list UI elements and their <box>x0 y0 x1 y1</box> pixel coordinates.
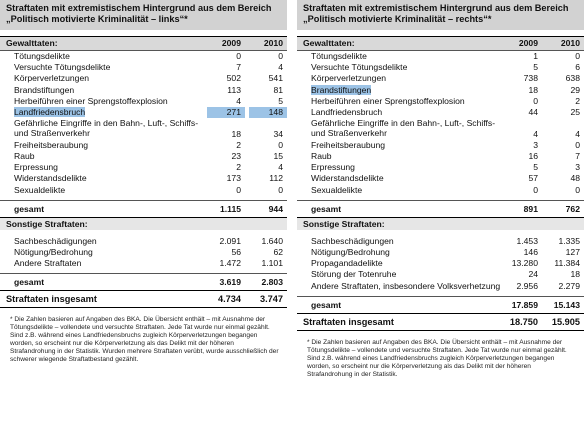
row-value-2009: 0 <box>236 51 241 61</box>
row-value-2009: 7 <box>236 62 241 73</box>
row-value-2009: 18 <box>528 84 538 95</box>
row-value-2009: 4 <box>236 95 241 106</box>
table-row <box>297 258 584 269</box>
row-label: Widerstandsdelikte <box>311 173 384 184</box>
column-header <box>0 36 287 51</box>
sonstige-gesamt-2010: 2.803 <box>261 277 283 288</box>
title-line-2: „Politisch motivierte Kriminalität – rechts“* <box>303 14 492 24</box>
col-2009: 2009 <box>221 38 241 48</box>
row-value-2009: 18 <box>231 128 241 139</box>
table-row <box>297 247 584 258</box>
row-label: Propagandadelikte <box>311 258 383 269</box>
table-title <box>0 0 287 30</box>
row-value-2010: 0 <box>278 184 283 195</box>
row-label: Widerstandsdelikte <box>14 173 87 184</box>
violence-rows <box>0 51 287 196</box>
table-row <box>297 107 584 118</box>
row-label: Gefährliche Eingriffe in den Bahn-, Luft-, Schiffs- und Straßenverkehr <box>311 118 496 139</box>
row-value-2010: 29 <box>570 84 580 95</box>
row-label: Herbeiführen einer Sprengstoffexplosion <box>14 95 168 106</box>
table-row <box>297 151 584 162</box>
table-row <box>297 269 584 280</box>
row-value-2010: 81 <box>273 84 283 95</box>
row-label: Körperverletzungen <box>14 73 90 84</box>
row-label: Raub <box>311 151 332 162</box>
title-line-2: „Politisch motivierte Kriminalität – links“* <box>6 14 188 24</box>
row-value-2009: 57 <box>528 173 538 184</box>
table-row <box>0 173 287 184</box>
table-row <box>297 162 584 173</box>
row-value-2010: 1.335 <box>558 235 580 246</box>
row-value-2010: 4 <box>278 62 283 73</box>
col-2009: 2009 <box>518 38 538 48</box>
row-value-2010: 62 <box>273 247 283 258</box>
row-value-2009: 13.280 <box>511 258 538 269</box>
row-label: Versuchte Tötungsdelikte <box>14 62 111 73</box>
row-value-2010: 25 <box>570 107 580 118</box>
table-row <box>0 236 287 247</box>
table-row <box>297 85 584 96</box>
sonstige-header <box>297 217 584 230</box>
row-label: Sachbeschädigungen <box>14 235 97 246</box>
row-label: Andere Straftaten, insbesondere Volksverhetzung <box>311 280 501 291</box>
row-value-2010: 127 <box>565 247 580 258</box>
footnote: * Die Zahlen basieren auf Angaben des BKA. Die Übersicht enthält – mit Ausnahme der Tötungsdelikte – vollendete und versuchte Straftaten. Jede Tat wurde nur einmal gezählt. Sind z.B. während eines Landfriedensbruchs zugleich Körperverletzungen begangen worden, so erscheint nur die Körperverletzung als das Delikt mit der höheren Strafandrohung in der Statistik. Wurden mehrere Straftaten verübt, wurde ausschließlich der schwerer wiegende Straftatbestand gezählt. <box>10 316 279 363</box>
row-value-2009: 23 <box>231 151 241 162</box>
table-row <box>297 96 584 107</box>
table-row <box>297 140 584 151</box>
sonstige-rows <box>297 236 584 293</box>
table-row <box>0 107 287 118</box>
table-row <box>0 62 287 73</box>
row-label: Erpressung <box>311 162 355 173</box>
row-value-2010: 0 <box>575 184 580 195</box>
table-row <box>297 185 584 196</box>
row-label: Freiheitsberaubung <box>311 139 386 150</box>
row-value-2010: 15 <box>273 151 283 162</box>
gesamt-row <box>297 200 584 217</box>
col-label: Gewalttaten: <box>303 38 355 48</box>
row-value-2010: 48 <box>570 173 580 184</box>
row-value-2009: 2.091 <box>219 235 241 246</box>
row-value-2009: 173 <box>226 173 241 184</box>
sonstige-gesamt-2010: 15.143 <box>553 300 580 311</box>
row-value-2009: 2 <box>236 162 241 173</box>
gesamt-row <box>0 200 287 217</box>
table-row <box>0 96 287 107</box>
row-value-2009: 2 <box>236 139 241 150</box>
row-label: Erpressung <box>14 162 58 173</box>
row-value-2010: 2.279 <box>558 281 580 292</box>
row-value-2009: 1.453 <box>516 235 538 246</box>
gesamt-2010: 762 <box>565 203 580 214</box>
row-value-2009: 1.472 <box>219 258 241 269</box>
row-label: Sexualdelikte <box>311 184 363 195</box>
sonstige-rows <box>0 236 287 270</box>
row-value-2010: 541 <box>268 73 283 84</box>
row-value-2009: 271 <box>207 107 245 118</box>
row-value-2009: 56 <box>231 247 241 258</box>
row-label: Körperverletzungen <box>311 73 387 84</box>
gesamt-2010: 944 <box>268 203 283 214</box>
row-value-2009: 146 <box>523 247 538 258</box>
row-value-2010: 638 <box>565 73 580 84</box>
row-label: Freiheitsberaubung <box>14 139 89 150</box>
row-value-2009: 4 <box>533 128 538 139</box>
row-value-2009: 2.956 <box>516 281 538 292</box>
sonstige-label: Sonstige Straftaten: <box>303 218 385 229</box>
row-label: Andere Straftaten <box>14 258 82 269</box>
row-label: Tötungsdelikte <box>311 51 367 61</box>
row-value-2009: 5 <box>533 162 538 173</box>
sonstige-gesamt-2009: 17.859 <box>511 300 538 311</box>
table-row <box>297 73 584 84</box>
title-line-1: Straftaten mit extremistischem Hintergrund aus dem Bereich <box>6 3 272 13</box>
row-value-2010: 11.384 <box>554 258 580 269</box>
table-row <box>297 62 584 73</box>
col-2010: 2010 <box>560 38 580 48</box>
sonstige-gesamt-2009: 3.619 <box>219 277 241 288</box>
row-label: Brandstiftungen <box>311 84 372 95</box>
sonstige-label: Sonstige Straftaten: <box>6 218 88 229</box>
row-value-2009: 0 <box>533 95 538 106</box>
row-value-2010: 0 <box>575 139 580 150</box>
table-row <box>0 258 287 269</box>
footnote: * Die Zahlen basieren auf Angaben des BKA. Die Übersicht enthält – mit Ausnahme der Tötungsdelikte – vollendete und versuchte Straftaten. Jede Tat wurde nur einmal gezählt. Sind z.B. während eines Landfriedensbruchs zugleich Körperverletzungen begangen worden, so erscheint nur die Körperverletzung als das Delikt mit der höheren Strafandrohung in der Statistik. <box>307 339 567 379</box>
sonstige-gesamt-row <box>0 273 287 290</box>
row-label: Störung der Totenruhe <box>311 269 397 280</box>
total-row <box>0 290 287 308</box>
total-2010: 15.905 <box>551 317 580 328</box>
col-label: Gewalttaten: <box>6 38 58 48</box>
table-row <box>0 185 287 196</box>
table-row <box>297 118 584 140</box>
total-label: Straftaten insgesamt <box>303 317 394 328</box>
table-row <box>297 51 584 62</box>
row-value-2010: 112 <box>269 173 283 184</box>
table-row <box>0 118 287 140</box>
table-right-extremism <box>297 0 584 432</box>
row-value-2009: 0 <box>236 184 241 195</box>
table-row <box>0 247 287 258</box>
row-value-2010: 0 <box>278 51 283 61</box>
row-label: Herbeiführen einer Sprengstoffexplosion <box>311 95 465 106</box>
row-value-2009: 3 <box>533 139 538 150</box>
row-value-2009: 44 <box>528 107 538 118</box>
column-header <box>297 36 584 51</box>
table-row <box>297 281 584 293</box>
table-row <box>0 162 287 173</box>
row-label: Raub <box>14 151 35 162</box>
row-label: Landfriedensbruch <box>311 107 383 118</box>
gesamt-2009: 891 <box>523 203 538 214</box>
row-value-2010: 148 <box>249 107 287 118</box>
row-label: Brandstiftungen <box>14 84 75 95</box>
row-label: Tötungsdelikte <box>14 51 70 61</box>
total-2009: 18.750 <box>509 317 538 328</box>
table-row <box>297 236 584 247</box>
row-value-2010: 4 <box>278 162 283 173</box>
row-value-2010: 0 <box>278 139 283 150</box>
table-row <box>0 151 287 162</box>
table-row <box>0 73 287 84</box>
gesamt-2009: 1.115 <box>219 203 241 214</box>
row-value-2009: 16 <box>528 151 538 162</box>
row-value-2010: 1.640 <box>261 235 283 246</box>
row-label: Sachbeschädigungen <box>311 235 394 246</box>
row-value-2010: 5 <box>278 95 283 106</box>
table-row <box>297 173 584 184</box>
table-row <box>0 140 287 151</box>
gesamt-label: gesamt <box>311 203 342 214</box>
col-2010: 2010 <box>263 38 283 48</box>
row-value-2009: 1 <box>533 51 538 61</box>
row-label: Landfriedensbruch <box>14 107 86 118</box>
row-value-2009: 113 <box>227 84 241 95</box>
row-value-2010: 6 <box>575 62 580 73</box>
row-value-2010: 3 <box>575 162 580 173</box>
sonstige-gesamt-row <box>297 296 584 313</box>
row-value-2009: 24 <box>528 269 538 280</box>
row-label: Nötigung/Bedrohung <box>14 247 93 258</box>
table-title <box>297 0 584 30</box>
row-value-2009: 0 <box>533 184 538 195</box>
violence-rows <box>297 51 584 196</box>
row-value-2010: 2 <box>575 95 580 106</box>
row-value-2010: 34 <box>273 128 283 139</box>
row-label: Gefährliche Eingriffe in den Bahn-, Luft-, Schiffs- und Straßenverkehr <box>14 118 199 139</box>
total-2010: 3.747 <box>260 294 283 305</box>
row-value-2009: 502 <box>226 73 241 84</box>
total-2009: 4.734 <box>218 294 241 305</box>
row-value-2010: 7 <box>575 151 580 162</box>
total-row <box>297 313 584 331</box>
gesamt-label: gesamt <box>14 203 45 214</box>
row-value-2010: 18 <box>570 269 580 280</box>
row-value-2009: 5 <box>533 62 538 73</box>
table-row <box>0 51 287 62</box>
row-value-2010: 0 <box>575 51 580 61</box>
sonstige-header <box>0 217 287 230</box>
title-line-1: Straftaten mit extremistischem Hintergrund aus dem Bereich <box>303 3 569 13</box>
total-label: Straftaten insgesamt <box>6 294 97 305</box>
table-left-extremism <box>0 0 287 432</box>
row-label: Versuchte Tötungsdelikte <box>311 62 408 73</box>
table-row <box>0 85 287 96</box>
row-label: Sexualdelikte <box>14 184 66 195</box>
row-label: Nötigung/Bedrohung <box>311 247 390 258</box>
sonstige-gesamt-label: gesamt <box>311 300 342 311</box>
row-value-2010: 4 <box>575 128 580 139</box>
row-value-2009: 738 <box>523 73 538 84</box>
row-value-2010: 1.101 <box>261 258 283 269</box>
sonstige-gesamt-label: gesamt <box>14 277 45 288</box>
